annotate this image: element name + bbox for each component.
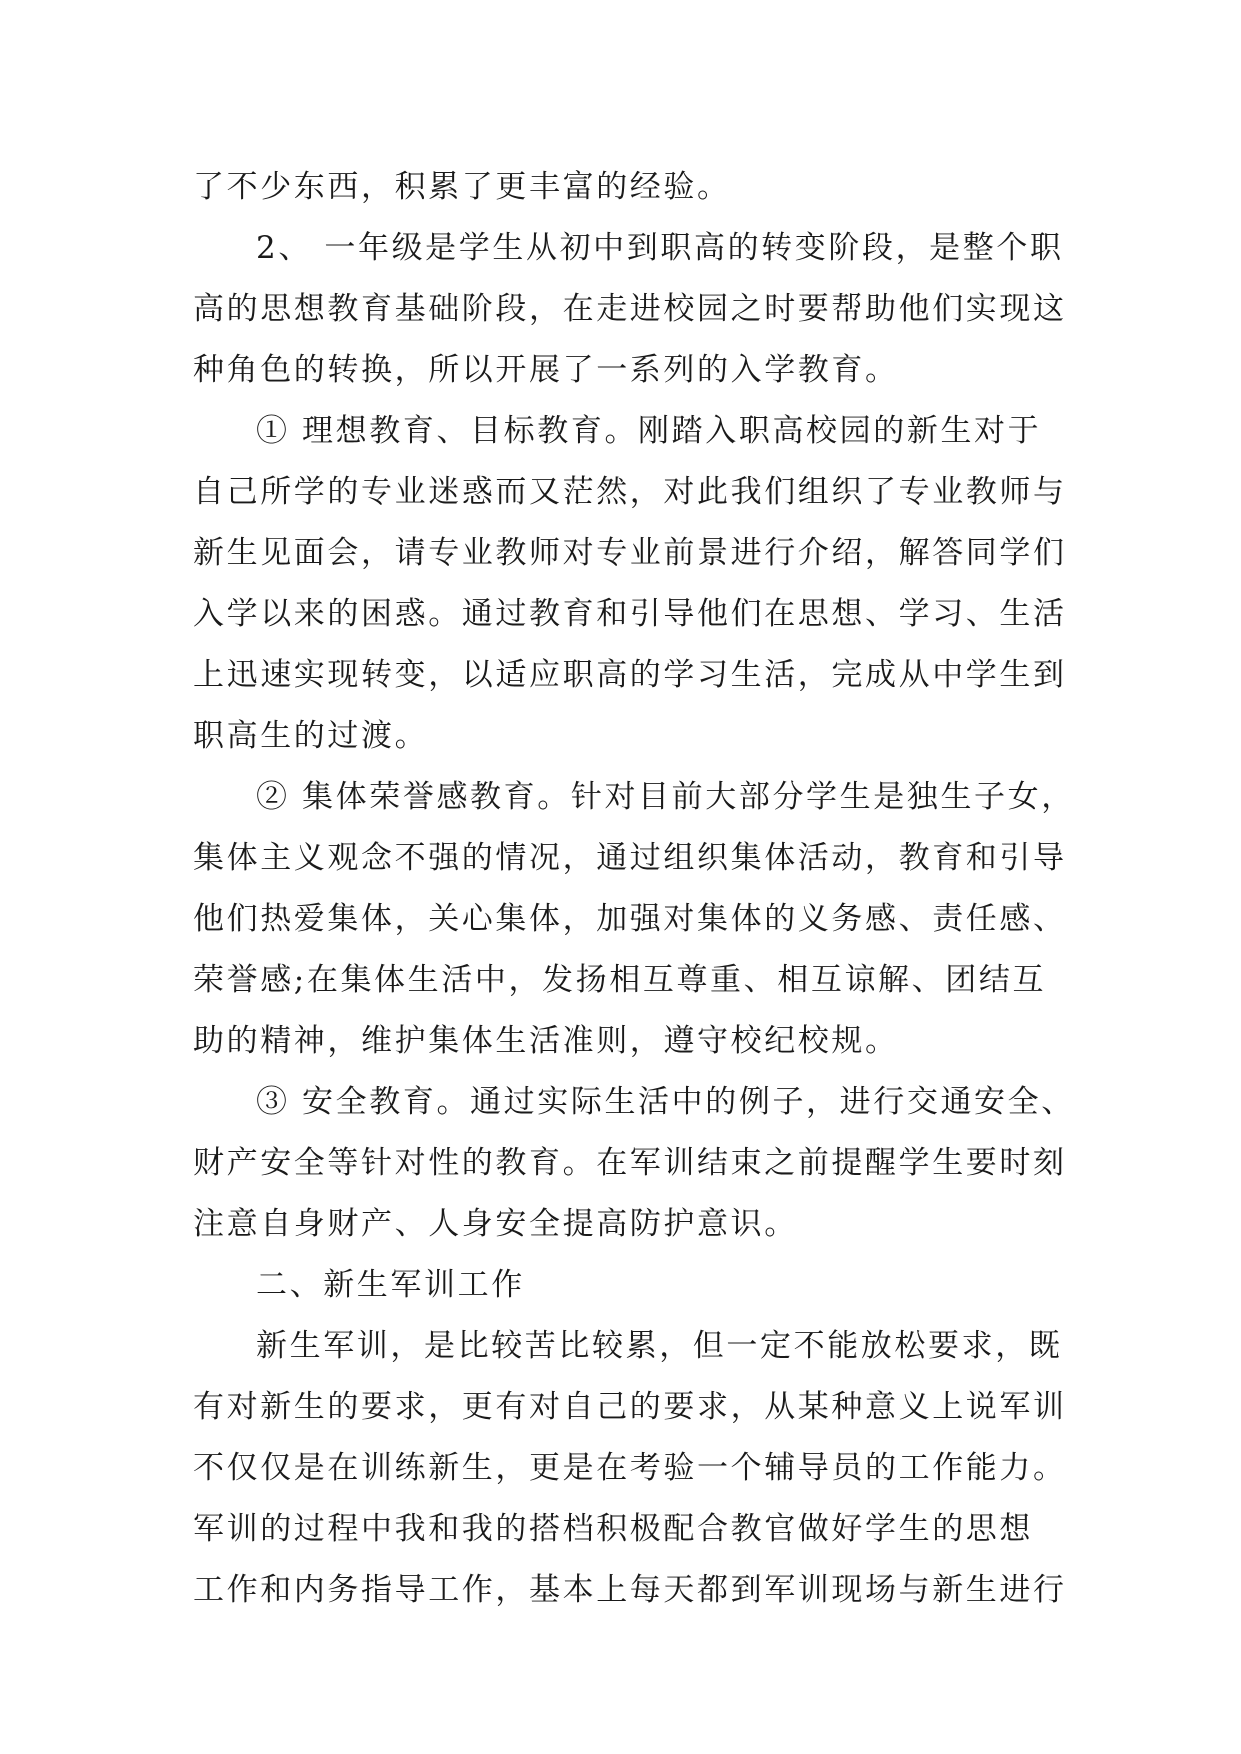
text-line: 不仅仅是在训练新生，更是在考验一个辅导员的工作能力。 [193,1450,1067,1486]
text-line: 自己所学的专业迷惑而又茫然，对此我们组织了专业教师与 [193,474,1067,510]
text-line: 工作和内务指导工作，基本上每天都到军训现场与新生进行 [193,1572,1067,1608]
text-line: 荣誉感;在集体生活中，发扬相互尊重、相互谅解、团结互 [193,962,1047,998]
text-line: 了不少东西，积累了更丰富的经验。 [193,169,731,205]
text-line: 助的精神，维护集体生活准则，遵守校纪校规。 [193,1023,899,1059]
text-line: ① 理想教育、目标教育。刚踏入职高校园的新生对于 [256,413,1042,449]
text-line: 新生见面会，请专业教师对专业前景进行介绍，解答同学们 [193,535,1067,571]
text-line: 新生军训，是比较苦比较累，但一定不能放松要求，既 [256,1328,1063,1364]
text-line: 注意自身财产、人身安全提高防护意识。 [193,1206,798,1242]
text-line: 种角色的转换，所以开展了一系列的入学教育。 [193,352,899,388]
body-text [193,157,1213,1621]
text-line: 军训的过程中我和我的搭档积极配合教官做好学生的思想 [193,1511,1033,1547]
text-line: ③ 安全教育。通过实际生活中的例子，进行交通安全、 [256,1084,1075,1120]
text-line: 职高生的过渡。 [193,718,429,754]
text-line: 有对新生的要求，更有对自己的要求，从某种意义上说军训 [193,1389,1067,1425]
text-line: 上迅速实现转变，以适应职高的学习生活，完成从中学生到 [193,657,1067,693]
section-heading: 二、新生军训工作 [256,1267,525,1303]
text-line: 2、 一年级是学生从初中到职高的转变阶段，是整个职 [256,230,1064,266]
text-line: 集体主义观念不强的情况，通过组织集体活动，教育和引导 [193,840,1067,876]
text-line: ② 集体荣誉感教育。针对目前大部分学生是独生子女， [256,779,1075,815]
text-line: 他们热爱集体，关心集体，加强对集体的义务感、责任感、 [193,901,1067,937]
text-line: 入学以来的困惑。通过教育和引导他们在思想、学习、生活 [193,596,1067,632]
text-line: 财产安全等针对性的教育。在军训结束之前提醒学生要时刻 [193,1145,1067,1181]
text-line: 高的思想教育基础阶段，在走进校园之时要帮助他们实现这 [193,291,1067,327]
